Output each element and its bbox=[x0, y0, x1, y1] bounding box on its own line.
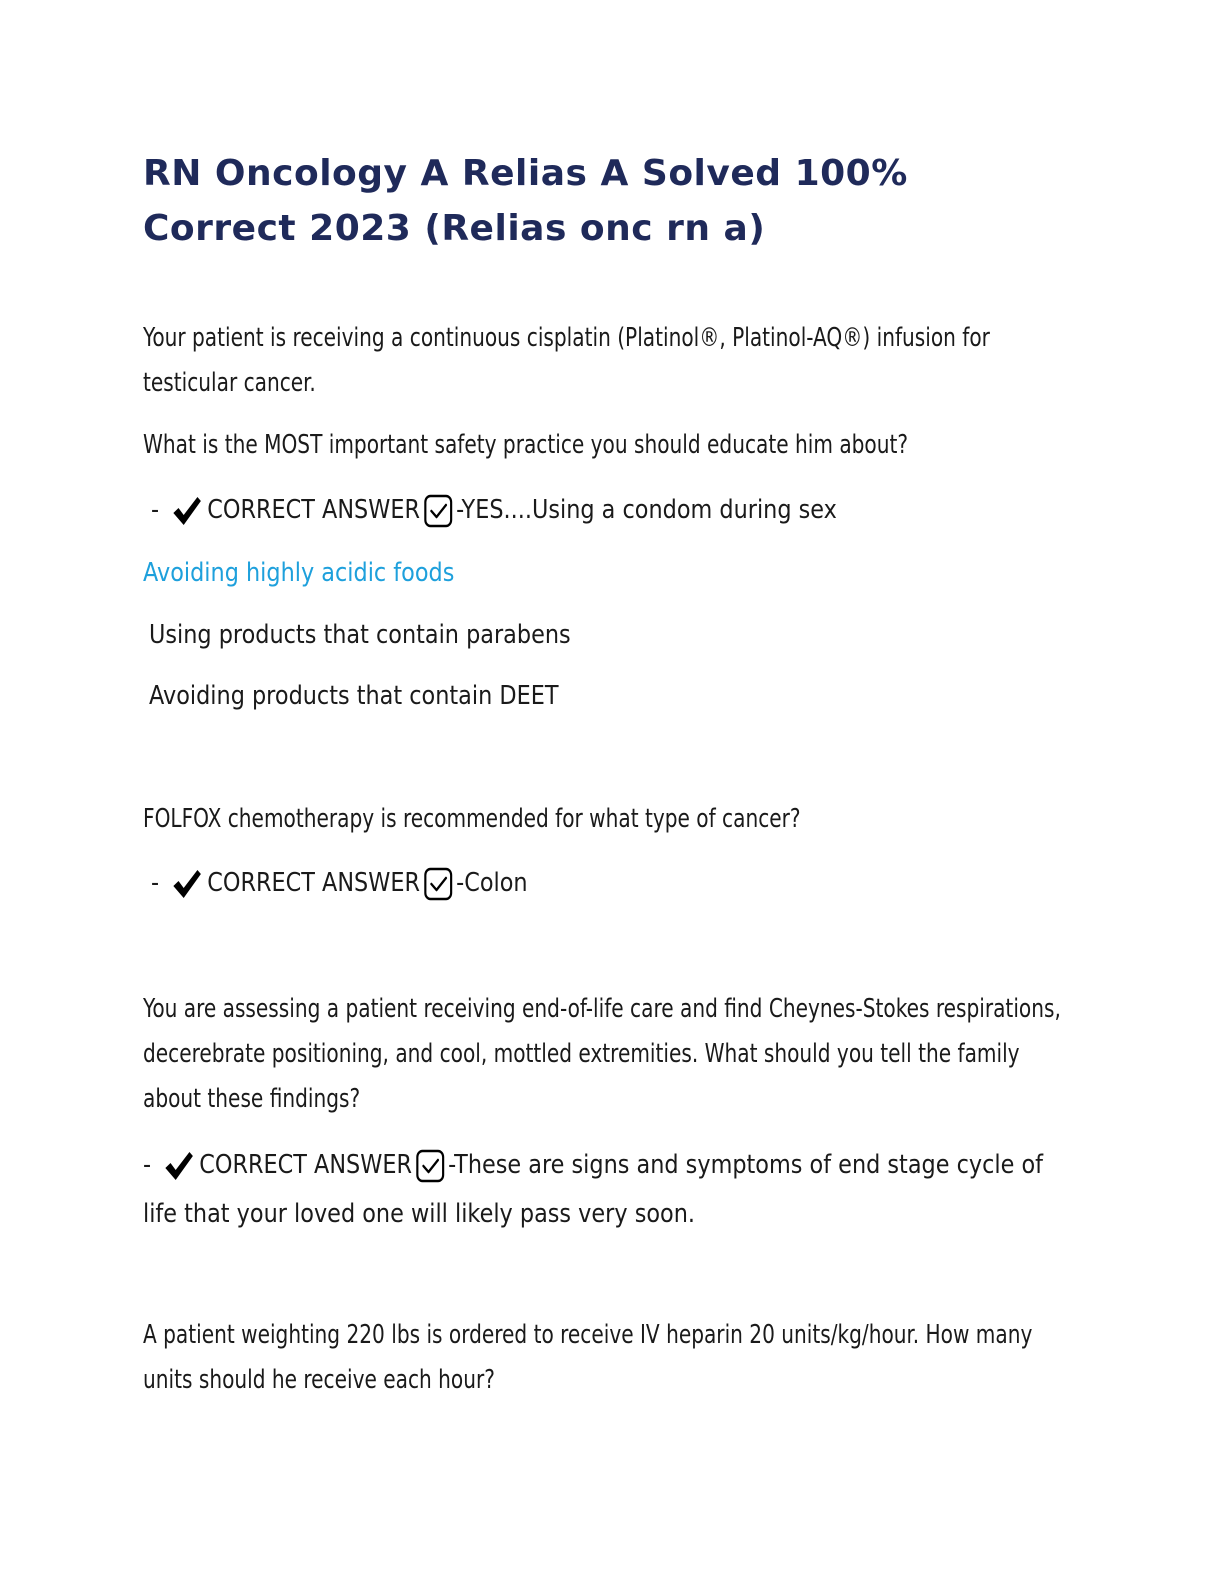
q3-answer-line bbox=[143, 1143, 1043, 1188]
answer-dash: - bbox=[143, 1150, 152, 1180]
answer-dash: - bbox=[151, 495, 160, 525]
answer-label: CORRECT ANSWER bbox=[207, 495, 421, 525]
q1-option-1: Avoiding highly acidic foods bbox=[143, 558, 455, 588]
q4-question: A patient weighting 220 lbs is ordered to receive IV heparin 20 units/kg/hour. How many units should he receive each hour? bbox=[143, 1320, 1033, 1395]
ballot-box-with-check-icon bbox=[423, 494, 452, 528]
heavy-check-mark-icon bbox=[163, 1148, 194, 1184]
answer-label: CORRECT ANSWER bbox=[199, 1150, 413, 1180]
q2-question: FOLFOX chemotherapy is recommended for what type of cancer? bbox=[143, 804, 801, 834]
heavy-check-mark-icon bbox=[171, 866, 202, 902]
ballot-box-with-check-icon bbox=[415, 1149, 444, 1183]
q1-question-intro: Your patient is receiving a continuous cisplatin (Platinol®, Platinol-AQ®) infusion for testicular cancer. bbox=[143, 323, 990, 398]
q1-option-2: Using products that contain parabens bbox=[149, 620, 571, 650]
q3-answer-continuation: life that your loved one will likely pass very soon. bbox=[143, 1199, 695, 1229]
q1-answer-line bbox=[151, 488, 837, 533]
answer-label: CORRECT ANSWER bbox=[207, 868, 421, 898]
answer-text: -Colon bbox=[456, 868, 528, 898]
document-title: RN Oncology A Relias A Solved 100% Correct 2023 (Relias onc rn a) bbox=[143, 153, 908, 249]
ballot-box-with-check-icon bbox=[423, 867, 452, 901]
answer-dash: - bbox=[151, 868, 160, 898]
q1-option-3: Avoiding products that contain DEET bbox=[149, 681, 559, 711]
heavy-check-mark-icon bbox=[171, 493, 202, 529]
answer-text: -YES....Using a condom during sex bbox=[456, 495, 837, 525]
q1-question: What is the MOST important safety practice you should educate him about? bbox=[143, 430, 909, 460]
q2-answer-line bbox=[151, 861, 528, 906]
answer-text: -These are signs and symptoms of end stage cycle of bbox=[448, 1150, 1044, 1180]
q3-question: You are assessing a patient receiving end-of-life care and find Cheynes-Stokes respirations, decerebrate positioning, and cool, mottled extremities. What should you tell the family about these findings? bbox=[143, 994, 1061, 1114]
